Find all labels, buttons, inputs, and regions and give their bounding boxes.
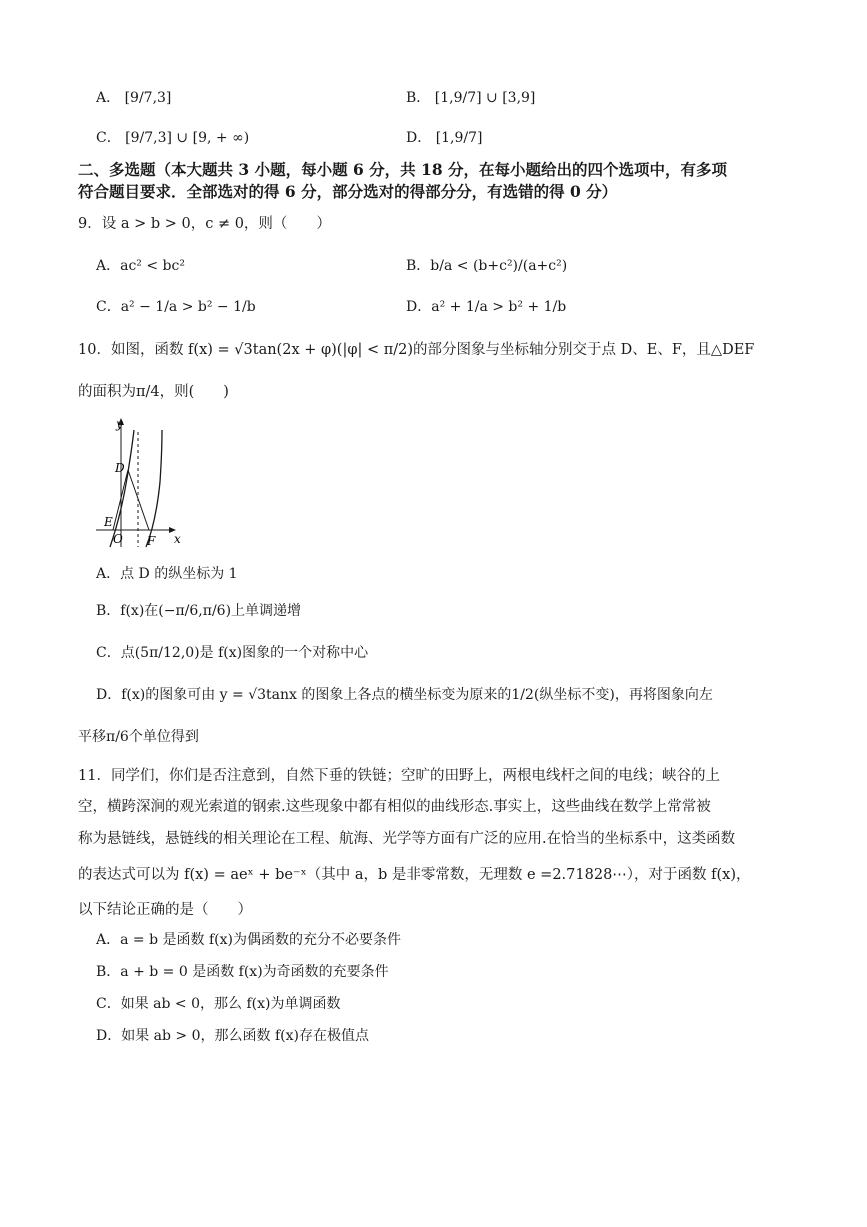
q11-line5: 以下结论正确的是（ ）: [78, 902, 252, 918]
q8-option-a: A． [9/7,3]: [96, 90, 172, 106]
q10-option-c: C．点(5π/12,0)是 f(x)图象的一个对称中心: [96, 645, 369, 661]
q11-option-c: C．如果 ab < 0，那么 f(x)为单调函数: [96, 996, 341, 1012]
q8-option-a-text: [9/7,3]: [124, 90, 172, 106]
label-y: y: [116, 417, 123, 431]
q10-option-d-line1: D．f(x)的图象可由 y = √3tanx 的图象上各点的横坐标变为原来的1/2(纵坐标不变)，再将图象向左: [96, 687, 713, 703]
q9-option-b: B．b/a < (b+c²)/(a+c²): [406, 258, 568, 274]
q10-option-a: A．点 D 的纵坐标为 1: [96, 566, 238, 582]
q9-option-c: C．a² − 1/a > b² − 1/b: [96, 299, 256, 315]
q10-option-d-line2: 平移π/6个单位得到: [78, 729, 199, 745]
q11-option-b: B．a + b = 0 是函数 f(x)为奇函数的充要条件: [96, 964, 389, 980]
q8-option-c-text: [9/7,3] ∪ [9, + ∞): [125, 130, 250, 146]
q11-line4: 的表达式可以为 f(x) = aeˣ + be⁻ˣ（其中 a，b 是非零常数，无理数 e =2.71828⋯），对于函数 f(x)，: [78, 867, 751, 883]
q9-option-a: A．ac² < bc²: [96, 258, 185, 274]
q8-option-d-text: [1,9/7]: [435, 130, 483, 146]
q11-line1: 11．同学们，你们是否注意到，自然下垂的铁链；空旷的田野上，两根电线杆之间的电线；峡谷的上: [78, 768, 720, 784]
q10-stem-line2: 的面积为π/4，则( ): [78, 384, 229, 400]
segment-DF: [128, 470, 149, 530]
q10-stem-line1: 10．如图，函数 f(x) = √3tan(2x + φ)(|φ| < π/2)的部分图象与坐标轴分别交于点 D、E、F，且△DEF: [78, 342, 755, 358]
q11-option-a: A．a = b 是函数 f(x)为偶函数的充分不必要条件: [96, 932, 401, 948]
q9-option-d: D．a² + 1/a > b² + 1/b: [406, 299, 567, 315]
q11-line3: 称为悬链线，悬链线的相关理论在工程、航海、光学等方面有广泛的应用.在恰当的坐标系中，这类函数: [78, 831, 736, 847]
q10-figure: [88, 412, 198, 552]
q8-option-c: C． [9/7,3] ∪ [9, + ∞): [96, 130, 250, 146]
label-F: F: [147, 534, 156, 548]
label-x: x: [174, 532, 181, 546]
q9-stem: 9．设 a > b > 0，c ≠ 0，则（ ）: [78, 216, 331, 232]
q8-option-b-text: [1,9/7] ∪ [3,9]: [434, 90, 536, 106]
q10-option-b: B．f(x)在(−π/6,π/6)上单调递增: [96, 603, 302, 619]
label-D: D: [115, 461, 125, 475]
section-heading-line2: 符合题目要求．全部选对的得 6 分，部分选对的得部分分，有选错的得 0 分）: [78, 182, 618, 201]
q11-line2: 空，横跨深涧的观光索道的钢索.这些现象中都有相似的曲线形态.事实上，这些曲线在数学上常常被: [78, 799, 711, 815]
label-E: E: [104, 515, 113, 529]
q8-option-b: B． [1,9/7] ∪ [3,9]: [406, 90, 536, 106]
q11-option-d: D．如果 ab > 0，那么函数 f(x)存在极值点: [96, 1028, 369, 1044]
section-heading-line1: 二、多选题（本大题共 3 小题，每小题 6 分，共 18 分，在每小题给出的四个选项中，有多项: [78, 160, 728, 179]
q8-option-d: D． [1,9/7]: [406, 130, 483, 146]
label-O: O: [113, 532, 123, 546]
